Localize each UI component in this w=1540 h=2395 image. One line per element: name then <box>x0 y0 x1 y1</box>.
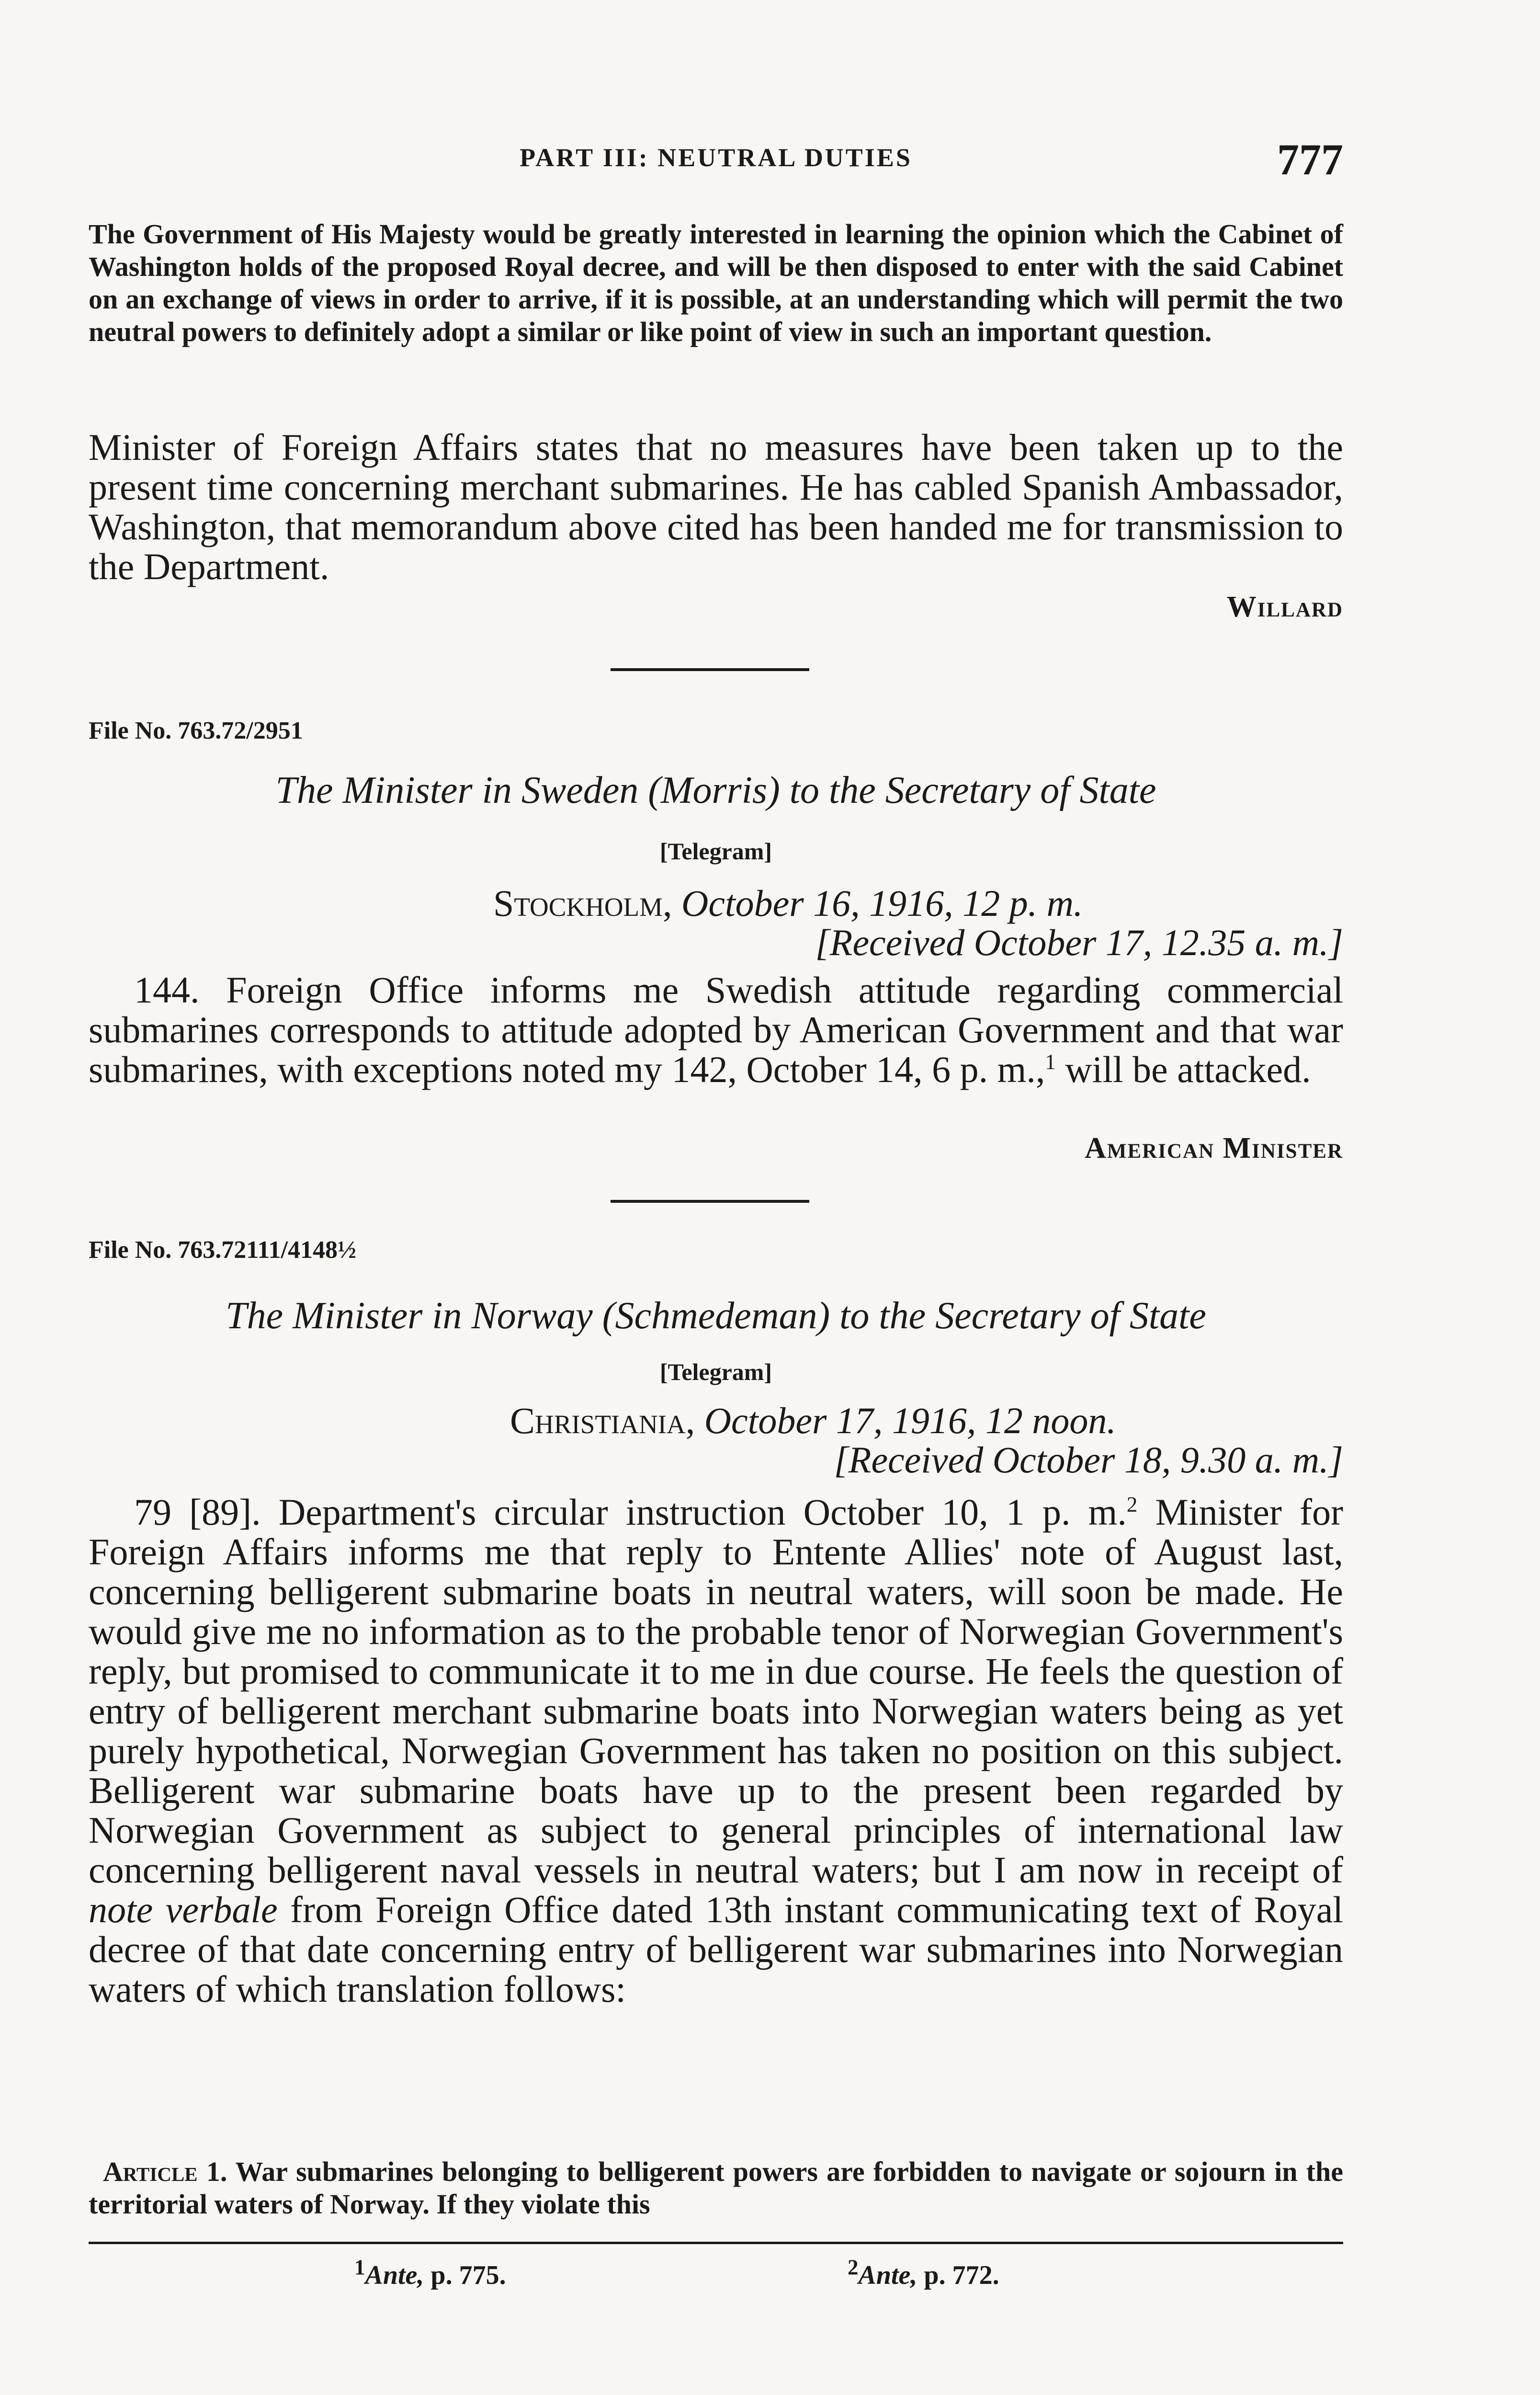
dateline-place: Christiania, <box>510 1400 695 1441</box>
footnote-ref-1[interactable]: 1 <box>1045 1050 1056 1074</box>
body-text: from Foreign Office dated 13th instant communicating text of Royal decree of that date concerning entry of belligerent war submarines into Norwegian waters of which translation follows: <box>89 1889 1343 2010</box>
article-text: War submarines belonging to belligerent powers are forbidden to navigate or sojourn in the territorial waters of Norway. If they violate this <box>89 2156 1343 2220</box>
signature-american-minister: American Minister <box>1085 1132 1343 1164</box>
article-1-paragraph <box>89 2156 1343 2221</box>
telegram-label-norway: [Telegram] <box>659 1358 772 1385</box>
footnote-1-ante: Ante, <box>365 2260 424 2290</box>
received-line: [Received October 18, 9.30 a. m.] <box>834 1439 1343 1481</box>
body-text: Minister for Foreign Affairs informs me that reply to Entente Allies' note of August last, concerning belligerent submarine boats in neutral waters, will soon be made. He would give me no information as to the probable tenor of Norwegian Government's reply, but promised to communicate it to me in due course. He feels the question of entry of belligerent merchant submarine boats into Norwegian waters being as yet purely hypothetical, Norwegian Government has taken no position on this subject. Belligerent war submarine boats have up to the present been regarded by Norwegian Government as subject to general principles of international law concerning belligerent naval vessels in neutral waters; but I am now in receipt of <box>89 1491 1343 1891</box>
dateline-date: October 17, 1916, 12 noon. <box>704 1400 1116 1441</box>
footnote-ref-2[interactable]: 2 <box>1126 1493 1138 1517</box>
file-number-2951: File No. 763.72/2951 <box>89 717 303 744</box>
signature-willard: Willard <box>1226 591 1343 623</box>
dateline-christiania <box>89 1401 1343 1480</box>
footnote-1-page: p. 775. <box>424 2260 506 2290</box>
dateline-stockholm <box>89 884 1343 962</box>
footnote-2-ante: Ante, <box>858 2260 917 2290</box>
body-text: 144. Foreign Office informs me Swedish attitude regarding commercial submarines corresponds to attitude adopted by American Government and that war submarines, with exceptions noted my 142, October 14, 6 p. m., <box>89 969 1343 1090</box>
body-paragraph-willard: Minister of Foreign Affairs states that no measures have been taken up to the present time concerning merchant submarines. He has cabled Spanish Ambassador, Washington, that memorandum above cited has been handed me for transmission to the Department. <box>89 426 1343 587</box>
footnote-2 <box>848 2255 999 2291</box>
article-label: Article 1. <box>103 2156 227 2187</box>
footnote-1 <box>354 2255 506 2291</box>
body-text: will be attacked. <box>1055 1049 1311 1090</box>
footnote-1-number: 1 <box>354 2255 365 2280</box>
dateline-date: October 16, 1916, 12 p. m. <box>681 882 1083 924</box>
quoted-paragraph: The Government of His Majesty would be greatly interested in learning the opinion which the Cabinet of Washington holds of the proposed Royal decree, and will be then disposed to enter with the said Cabinet on an exchange of views in order to arrive, if it is possible, at an understanding which will permit the two neutral powers to definitely adopt a similar or like point of view in such an important question. <box>89 218 1343 347</box>
footnote-2-page: p. 772. <box>917 2260 999 2290</box>
separator-rule-2 <box>611 1200 809 1203</box>
footnote-2-number: 2 <box>848 2255 859 2280</box>
page-number: 777 <box>1277 135 1343 184</box>
telegram-label-sweden: [Telegram] <box>659 838 772 865</box>
running-head: PART III: NEUTRAL DUTIES <box>520 143 912 172</box>
file-number-4148: File No. 763.72111/4148½ <box>89 1236 356 1264</box>
page-header <box>89 134 1343 187</box>
received-line: [Received October 17, 12.35 a. m.] <box>815 922 1343 963</box>
dateline-place: Stockholm, <box>493 882 672 924</box>
body-paragraph-79 <box>89 1492 1343 2009</box>
body-italic-note-verbale: note verbale <box>89 1889 278 1930</box>
body-text: 79 [89]. Department's circular instruction October 10, 1 p. m. <box>134 1491 1127 1533</box>
body-paragraph-144 <box>89 970 1343 1089</box>
separator-rule-1 <box>611 668 809 671</box>
footnote-rule <box>89 2242 1343 2244</box>
document-title-sweden: The Minister in Sweden (Morris) to the Secretary of State <box>275 769 1156 811</box>
document-title-norway: The Minister in Norway (Schmedeman) to the Secretary of State <box>226 1295 1206 1337</box>
